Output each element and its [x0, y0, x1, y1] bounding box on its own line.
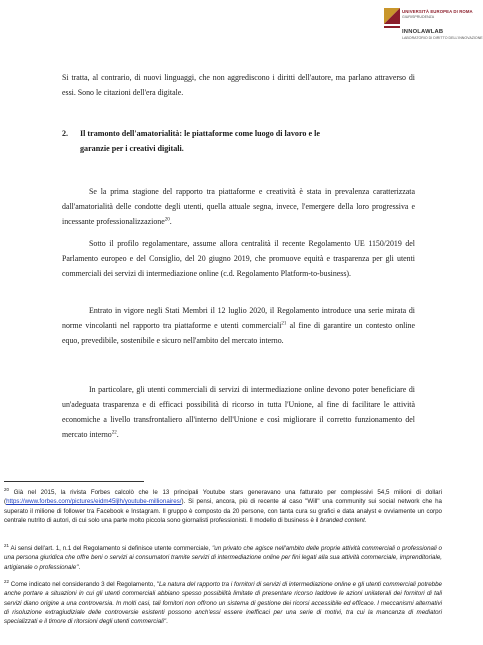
section-title-line-1: Il tramonto dell'amatorialità: le piattaforme come luogo di lavoro e le [80, 129, 320, 138]
footnote-separator [4, 481, 144, 482]
footnote-20-end: . [364, 516, 367, 524]
footnote-20-text-b: ). Si pensi, ancora, più di recente al caso "Will" una community sui social network che ha superato il milione di follower tra Facebook e Instagram. Il gruppo è composto da 20 persone, con tanta cura su grafici e data analyst e ovviamente un corpo centrale nutrito di autori, di cui solo una parte molto piccola sono giornalisti professionisti. Il modello di business è il [4, 498, 442, 524]
paragraph-5 [62, 382, 415, 442]
footnote-22-text-a: Come indicato nel considerando 3 del Regolamento, [9, 581, 157, 588]
footnote-22-end: . [166, 618, 168, 626]
footnote-22-number: 22 [4, 578, 10, 584]
footnote-ref-22[interactable]: 22 [111, 430, 117, 436]
paragraph-2-text: Se la prima stagione del rapporto tra piattaforme e creatività è stata in prevalenza caratterizzata dall'amatorialità delle condotte degli utenti, quella attuale segna, invece, l'emergere della loro progressiva e incessante professionalizzazione [62, 187, 415, 226]
footnote-21 [4, 544, 442, 572]
paragraph-1 [62, 70, 415, 100]
logo-lab-name: INNOLAWLAB [402, 29, 444, 35]
footnote-ref-20[interactable]: 20 [164, 217, 170, 223]
paragraph-4-text-b: al fine di garantire un contesto online equo, prevedibile, sostenibile e sicuro nell'ambito del mercato interno. [62, 321, 415, 345]
paragraph-5-end: . [116, 430, 119, 439]
university-logo [384, 4, 483, 56]
footnote-20-emphasis: branded content [320, 516, 365, 524]
section-heading [62, 126, 415, 156]
forbes-link[interactable]: https://www.forbes.com/pictures/eidm45ljlh/youtube-millionaires/ [6, 498, 182, 506]
footnote-21-end: . [78, 563, 81, 571]
paragraph-4-text-a: Entrato in vigore negli Stati Membri il 12 luglio 2020, il Regolamento introduce una serie mirata di norme vincolanti nel rapporto tra piattaforme e utenti commerciali [62, 306, 415, 330]
paragraph-4 [62, 303, 415, 348]
paragraph-2 [62, 184, 415, 229]
logo-lab-subtitle: LABORATORIO DI DIRITTO DELL'INNOVAZIONE [402, 36, 483, 40]
footnote-ref-21[interactable]: 21 [281, 321, 287, 327]
paragraph-1-text: Si tratta, al contrario, di nuovi linguaggi, che non aggrediscono i diritti dell'autore, ma parlano attraverso di essi. Sono le citazioni dell'era digitale. [62, 73, 415, 97]
footnote-21-number: 21 [4, 542, 10, 548]
section-number: 2. [62, 129, 69, 138]
footnote-21-quote: "un privato che agisce nell'ambito delle proprie attività commerciali o professionali o una persona giuridica che offre beni o servizi ai consumatori tramite servizi di intermediazione online per fini legati alla sua attività commerciale, imprenditoriale, artigianale o professionale" [4, 545, 442, 571]
section-title-line-2: garanzie per i creativi digitali. [80, 144, 184, 153]
footnote-20 [4, 488, 442, 525]
footnote-22 [4, 580, 442, 626]
footnote-22-quote: "La natura del rapporto tra i fornitori di servizi di intermediazione online e gli utenti commerciali potrebbe anche portare a situazioni in cui gli utenti commerciali abbiano spesso possibilità limitate di presentare ricorso laddove le azioni unilaterali dei fornitori di tali servizi diano origine a una controversia. In molti casi, tali fornitori non offrono un sistema di gestione dei ricorsi accessibile ed efficace. I meccanismi alternativi di risoluzione extragiudiziale delle controversie esistenti possono anch'essi essere inefficaci per una serie di motivi, tra cui la mancanza di mediatori specializzati e il timore di ritorsioni degli utenti commerciali" [4, 581, 442, 626]
logo-faculty: GIURISPRUDENZA [402, 15, 435, 19]
paragraph-5-text: In particolare, gli utenti commerciali di servizi di intermediazione online devono poter beneficiare di un'adeguata trasparenza e di efficaci possibilità di ricorso in tutta l'Unione, al fine di facilitare le attività economiche a livello transfrontaliero all'interno dell'Unione e così migliorare il corretto funzionamento del mercato interno [62, 385, 415, 439]
paragraph-2-end: . [169, 217, 172, 226]
paragraph-3-text: Sotto il profilo regolamentare, assume allora centralità il recente Regolamento UE 1150/2019 del Parlamento europeo e del Consiglio, del 20 giugno 2019, che promuove equità e trasparenza per gli utenti commerciali dei servizi di intermediazione online (c.d. Regolamento Platform-to-business). [62, 239, 415, 278]
footnote-20-text-a: Già nel 2015, la rivista Forbes calcolò che le 13 principali Youtube stars generavano una fatturato per complessivi 54,5 milioni di dollari ( [4, 489, 442, 506]
logo-emblem-icon [384, 8, 400, 30]
footnote-20-number: 20 [4, 486, 10, 492]
logo-university-name: UNIVERSITÀ EUROPEA DI ROMA [402, 9, 473, 14]
footnote-21-text-a: Ai sensi dell'art. 1, n.1 del Regolamento si definisce utente commerciale, [9, 545, 213, 552]
paragraph-3 [62, 236, 415, 281]
